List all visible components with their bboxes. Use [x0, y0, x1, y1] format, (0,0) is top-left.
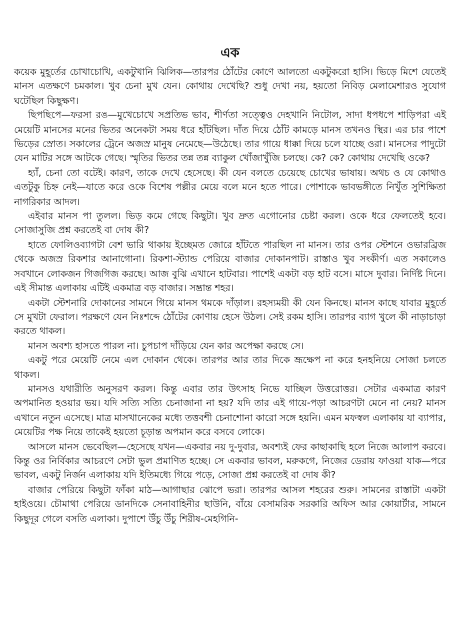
paragraph: বাজার পেরিয়ে কিছুটা ফাঁকা মাঠ—আগাছার ঝোপে ভরা। তারপর আসল শহরের শুরু। সামনের রাস্তাটা একটা হাইওয়ে। চৌমাথা পেরিয়ে ডানদিকে সেনাবাহিনীর ছাউনি, বাঁয়ে বেসামরিক সরকারি অফিস আর কোয়ার্টার, সামনে কিছুদূর গেলে বসতি এলাকা। দুপাশে উঁচু উঁচু শিরীষ-মেহগিনি- [14, 484, 446, 525]
paragraph: কয়েক মুহূর্তের চোখাচোখি, একটুখানি ঝিলিক—তারপর ঠোঁটের কোণে আলতো একটুকরো হাসি। ভিড়ে মিশে যেতেই মানস এতক্ষণে চমকাল। খুব চেনা মুখ যেন। কোথায় দেখেছি? শুধু দেখা নয়, হয়তো নিবিড় মেলামেশারও সুযোগ ঘটেছিল কিছুক্ষণ। [14, 67, 446, 107]
paragraph: মানস অবশ্য হাসতে পারল না। চুপচাপ দাঁড়িয়ে যেন কার অপেক্ষা করছে সে। [28, 340, 304, 352]
chapter-heading: এক [220, 46, 240, 61]
paragraph: ছিপছিপে—ফরসা রঙ—মুখেচোখে সপ্রতিভ ভাব, শীর্ণতা সত্ত্বেও দেহখানি নিটোল, সাদা ধপধপে শাড়িপরা এই মেয়েটি মানসের মনের ভিতর অনেকটা সময় ধরে হাঁটছিল। দাঁত দিয়ে ঠোঁট কামড়ে মানস তখনও স্থির। এর চার পাশে ভিড়ের স্রোত। সকালের ট্রেনে অজস্র মানুষ নেমেছে—উঠেছে। তার গায়ে ধাক্কা দিয়ে চলে যাচ্ছে ওরা। মানসের পাদুটো যেন মাটির সঙ্গে আটকে গেছে। স্মৃতির ভিতর তন্ন তন্ন ব্যাকুল খোঁজাখুঁজি চলছে। কে? কে? কোথায় দেখেছি ওকে? [14, 110, 446, 165]
paragraph: আসলে মানস ভেবেছিল—হেসেছে যখন—একবার নয় দু-দুবার, অবশ্যই ফের কাছাকাছি হলে নিজে আলাপ করবে। কিন্তু ওর নির্বিকার আচরণে সেটা ভুল প্রমাণিত হচ্ছে। সে একবার ভাবল, মরুকগে, নিজের ডেরায় ফাওয়া যাক—পরে ভাবল, একটু নির্জন এলাকায় যদি ইতিমধ্যে গিয়ে পড়ে, সোজা প্রশ্ন করতেই বা দোষ কী? [14, 441, 446, 482]
paragraph: একটা স্টেশনারি দোকানের সামনে গিয়ে মানস থমকে দাঁড়াল। রহস্যময়ী কী যেন কিনছে। মানস কাছে যাবার মুহূর্তে সে মুখটা ফেরাল। পরক্ষণে যেন নিঃশব্দে ঠোঁটের কোণায় হেসে উঠল। সেই রকম হাসি। তারপর ব্যাগ খুলে কী নাড়াচাড়া করতে থাকল। [14, 297, 446, 338]
paragraph: হাতে ফোলিওব্যাগটা বেশ ভারি থাকায় ইচ্ছেমত জোরে হাঁটতে পারছিল না মানস। তার ওপর স্টেশনে ওভারব্রিজ থেকে অজস্র রিকশার আনাগোনা। রিকশা-স্ট্যান্ড পেরিয়ে বাজার দোকানপাট। রাস্তাও খুব সংকীর্ণ। এত সকালেও সবখানে লোকজন গিজগিজ করছে। আজ বুঝি এখানে হাটবার। পাশেই একটা বড় হাট বসে। মাসে দুবার। নির্দিষ্ট দিনে। এই সীমান্ত এলাকায় এটিই একমাত্র বড় বাজার। সম্ভ্রান্ত শহর। [14, 239, 446, 295]
chapter-body [14, 66, 446, 527]
paragraph: মানসও যথারীতি অনুসরণ করল। কিন্তু এবার তার উৎসাহ নিভে যাচ্ছিল উত্তরোত্তর। সেটার একমাত্র কারণ অপমানিত হওয়ার ভয়। যদি সত্যি সত্যি চেনাজানা না হয়? যদি তার এই গায়ে-পড়া আচরণটা মেনে না নেয়? মানস এখানে নতুন এসেছে। মাত্র মাসখানেকের মধ্যে তত্তবশী চেনাশোনা কারো সঙ্গে হয়নি। এমন মফস্বল এলাকায় যা ব্যাপার, মেয়েটির পক্ষ নিয়ে তাকেই হয়তো চূড়ান্ত অপমান করে বসবে লোকে। [14, 383, 446, 439]
paragraph: এইবার মানস পা তুলল। ভিড় কমে গেছে কিছুটা। খুব দ্রুত এগোনোর চেষ্টা করল। ওকে ধরে ফেলতেই হবে। সোজাসুজি প্রশ্ন করতেই বা দোষ কী? [14, 211, 446, 237]
paragraph: একটু পরে মেয়েটি নেমে এল দোকান থেকে। তারপর আর তার দিকে ভ্রূক্ষেপ না করে হনহনিয়ে সোজা চলতে থাকল। [14, 355, 446, 381]
paragraph: হ্যাঁ, চেনা তো বটেই। কারণ, তাকে দেখে হেসেছে। কী যেন বলতে চেয়েছে চোখের ভাষায়। অথচ ও যে কোথাও এতটুকু চিহ্ন নেই—যাতে করে ওকে বিশেষ পল্লীর মেয়ে বলে মনে হতে পারে। পোশাকে ভাবভঙ্গীতে নিখুঁত সুশিক্ষিতা নাগরিকার আদল। [14, 167, 446, 208]
